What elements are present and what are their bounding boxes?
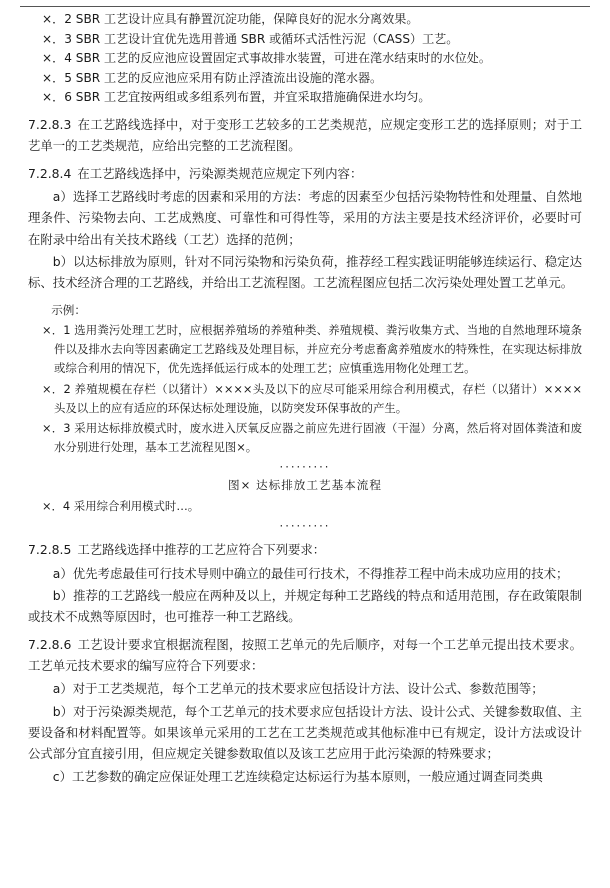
- clause-number: 7.2.8.6: [28, 636, 72, 652]
- example-item: ×．2 养殖规模在存栏（以猪计）××××头及以下的应尽可能采用综合利用模式，存栏（以猪计）××××头及以上的应有适应的环保达标处理设施，以防突发环保事故的产生。: [42, 381, 582, 415]
- clause-number: 7.2.8.5: [28, 542, 72, 558]
- clause-7-2-8-5-item-a: a）优先考虑最佳可行技术导则中确立的最佳可行技术，不得推荐工程中尚未成功应用的技术；: [52, 565, 569, 581]
- clause-7-2-8-6: [28, 634, 582, 677]
- clause-number: 7.2.8.4: [28, 165, 72, 181]
- list-item: ×．2 SBR 工艺设计应具有静置沉淀功能，保障良好的泥水分离效果。: [42, 12, 419, 26]
- clause-number: 7.2.8.3: [28, 116, 72, 132]
- example-item: ×．3 采用达标排放模式时，废水进入厌氧反应器之前应先进行固液（干湿）分离，然后将对固体粪渣和废水分别进行处理，基本工艺流程见图×。: [42, 420, 582, 454]
- sub-paragraph-a: a）选择工艺路线时考虑的因素和采用的方法：考虑的因素至少包括污染物特性和处理量、自然地理条件、污染物去向、工艺成熟度、可靠性和可得性等，采用的方法主要是技术经济评价，必要时可在附录中给出有关技术路线（工艺）选择的范例；: [28, 188, 582, 247]
- page-top-rule: [20, 6, 590, 7]
- list-item: ×．5 SBR 工艺的反应池应采用有防止浮渣流出设施的滗水器。: [42, 70, 383, 85]
- omission-dots: ·········: [279, 519, 331, 534]
- example-item: ×．4 采用综合利用模式时…。: [42, 499, 200, 514]
- example-item: ×．1 选用粪污处理工艺时，应根据养殖场的养殖种类、养殖规模、粪污收集方式、当地的自然地理环境条件以及排水去向等因素确定工艺路线及处理目标，并应充分考虑畜禽养殖废水的特殊性，在实现达标排放或综合利用的情况下，优先选择低运行成本的处理工艺；应慎重选用物化处理工艺。: [42, 323, 582, 376]
- clause-text: 在工艺路线选择中，对于变形工艺较多的工艺类规范，应规定变形工艺的选择原则；对于工艺单一的工艺类规范，应给出完整的工艺流程图。: [28, 116, 582, 154]
- omission-dots: ·········: [279, 460, 331, 475]
- example-label: 示例：: [51, 302, 86, 317]
- clause-text: 在工艺路线选择中，污染源类规范应规定下列内容：: [77, 165, 363, 181]
- clause-7-2-8-4: [28, 163, 582, 184]
- list-item: ×．4 SBR 工艺的反应池应设置固定式事故排水装置，可进在滗水结束时的水位处。: [42, 51, 491, 66]
- bullet-list-top: [28, 10, 582, 108]
- clause-7-2-8-5: [28, 539, 582, 560]
- clause-7-2-8-6-item-c: c）工艺参数的确定应保证处理工艺连续稳定达标运行为基本原则，一般应通过调查同类典: [52, 768, 543, 784]
- clause-7-2-8-3: [28, 114, 582, 157]
- list-item: ×．3 SBR 工艺设计宜优先选用普通 SBR 或循环式活性污泥（CASS）工艺。: [42, 31, 459, 46]
- figure-caption: 图× 达标排放工艺基本流程: [228, 478, 382, 493]
- clause-7-2-8-5-item-b: b）推荐的工艺路线一般应在两种及以上，并规定每种工艺路线的特点和适用范围，存在政策限制或技术不成熟等原因时，也可推荐一种工艺路线。: [28, 587, 582, 625]
- sub-paragraph-b: b）以达标排放为原则，针对不同污染物和污染负荷，推荐经工程实践证明能够连续运行、稳定达标、技术经济合理的工艺路线，并给出工艺流程图。工艺流程图应包括二次污染处理处置工艺单元。: [28, 253, 582, 291]
- clause-text: 工艺设计要求宜根据流程图，按照工艺单元的先后顺序，对每一个工艺单元提出技术要求。工艺单元技术要求的编写应符合下列要求：: [28, 636, 582, 673]
- clause-7-2-8-6-item-a: a）对于工艺类规范，每个工艺单元的技术要求应包括设计方法、设计公式、参数范围等；: [52, 681, 544, 697]
- clause-text: 工艺路线选择中推荐的工艺应符合下列要求：: [77, 542, 326, 558]
- clause-7-2-8-6-item-b: b）对于污染源类规范，每个工艺单元的技术要求应包括设计方法、设计公式、关键参数取值、主要设备和材料配置等。如果该单元采用的工艺在工艺类规范或其他标准中已有规定，设计方法或设计公式部分宜直接引用，但应规定关键参数取值以及该工艺应用于此污染源的特殊要求；: [28, 703, 582, 762]
- list-item: ×．6 SBR 工艺宜按两组或多组系列布置，并宜采取措施确保进水均匀。: [42, 90, 431, 105]
